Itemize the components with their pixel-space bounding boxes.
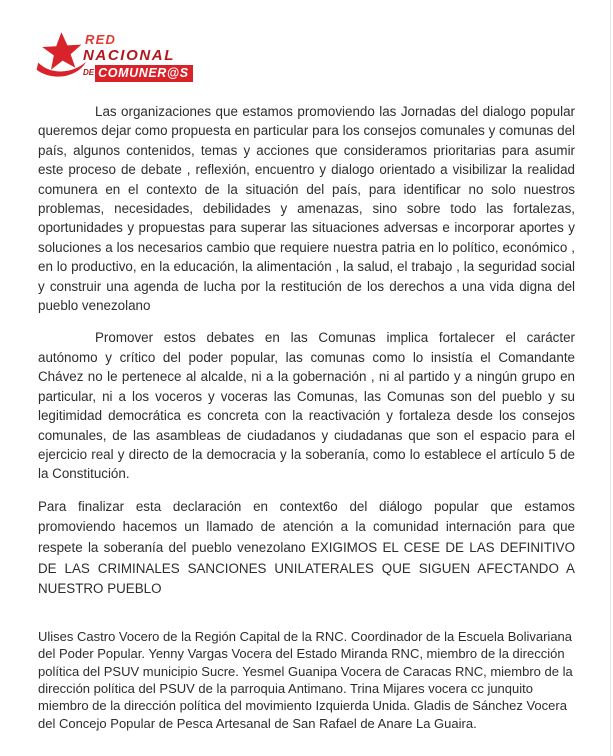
- signatures-paragraph: Ulises Castro Vocero de la Región Capital de la RNC. Coordinador de la Escuela Bolivariana del Poder Popular. Yenny Vargas Vocera del Estado Miranda RNC, miembro de la dirección política del PSUV municipio Sucre. Yesmel Guanipa Vocera de Caracas RNC, miembro de la dirección política del PSUV de la parroquia Antimano. Trina Mijares vocera cc junquito miembro de la dirección política del movimiento Izquierda Unida. Gladis de Sánchez Vocera del Concejo Popular de Pesca Artesanal de San Rafael de Anare La Guaira.: [38, 628, 573, 731]
- logo-word-comuneros: COMUNER@S: [95, 65, 193, 82]
- page-right-border: [610, 0, 611, 756]
- logo-text: [83, 33, 193, 82]
- paragraph-promover-debates: Promover estos debates en las Comunas implica fortalecer el carácter autónomo y crítico del poder popular, las comunas como lo insistía el Comandante Chávez no le pertenece al alcalde, ni a la gobernación , ni al partido y a ningún grupo en particular, ni a los voceros y voceras las Comunas, las Comunas son del pueblo y su legitimidad democrática es concreta con la reactivación y fortaleza desde los consejos comunales, de las asambleas de ciudadanos y ciudadanas que son el espacio para el ejercicio real y directo de la democracia y la soberanía, como lo establece el artículo 5 de la Constitución.: [38, 330, 575, 482]
- logo-word-nacional: NACIONAL: [83, 47, 175, 64]
- rnc-logo: [35, 30, 575, 86]
- logo-word-de: DE: [83, 68, 95, 78]
- document-body: [38, 102, 575, 732]
- paragraph-declaracion-final: Para finalizar esta declaración en context6o del diálogo popular que estamos promoviendo hacemos un llamado de atención a la comunidad internación para que respete la soberanía del pueblo venezolano EXIGIMOS EL CESE DE LAS DEFINITIVO DE LAS CRIMINALES SANCIONES UNILATERALES QUE SIGUEN AFECTANDO A NUESTRO PUEBLO: [38, 498, 575, 597]
- paragraph-jornadas-dialogo: Las organizaciones que estamos promoviendo las Jornadas del dialogo popular queremos dejar como propuesta en particular para los consejos comunales y comunas del país, algunos contenidos, temas y acciones que consideramos prioritarias para asumir este proceso de debate , reflexión, encuentro y dialogo orientado a visibilizar la realidad comunera en el contexto de la situación del país, para identificar no solo nuestros problemas, necesidades, debilidades y amenazas, sino sobre todo las fortalezas, oportunidades y propuestas para superar las situaciones adversas e incorporar aportes y soluciones a los necesarios cambio que requiere nuestra patria en lo político, económico , en lo productivo, en la educación, la alimentación , la salud, el trabajo , la seguridad social y construir una agenda de lucha por la restitución de los derechos a una vida digna del pueblo venezolano: [38, 104, 575, 314]
- logo-word-red: RED: [85, 32, 117, 47]
- logo-row-comuneros: [83, 65, 193, 82]
